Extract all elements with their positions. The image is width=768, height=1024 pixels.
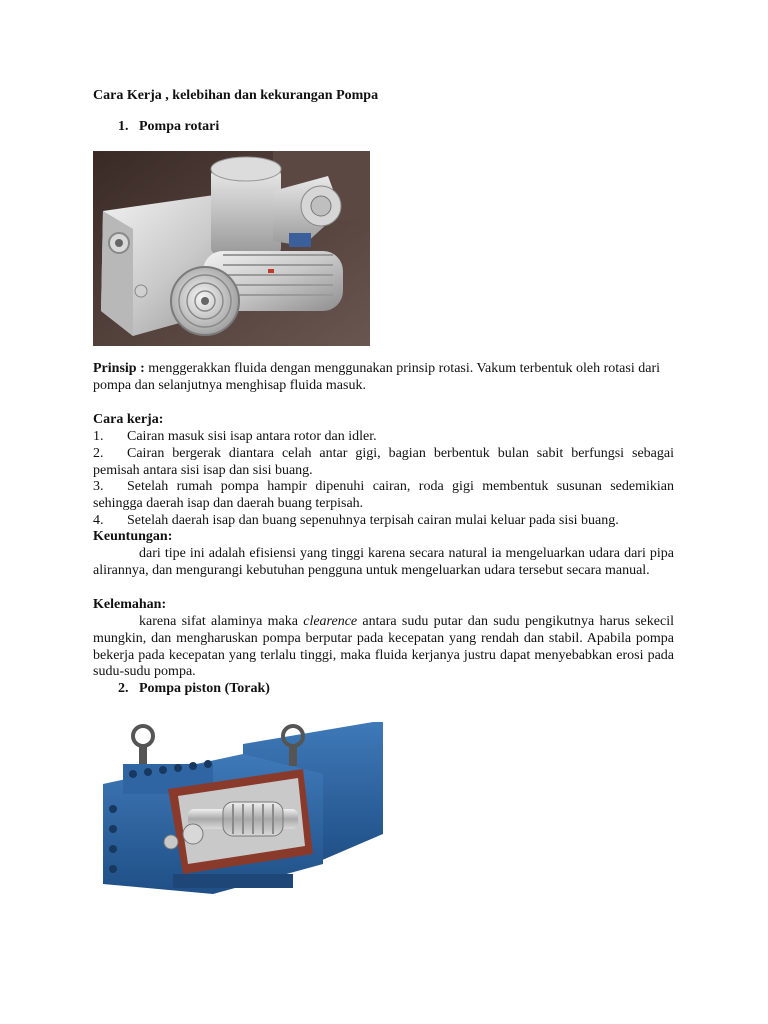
kelemahan-paragraph [93,614,674,681]
kelemahan-label: Kelemahan: [93,597,167,612]
kelemahan-text-end: antara sudu putar dan sudu pengikutnya harus sekecil mungkin, dan mengharuskan pompa berputar pada kecepatan yang rendah dan stabil. Apabila pompa bekerja pada kecepatan yang terlalu tinggi, maka fluida kerjanya justru dapat menyebabkan erosi pada sudu-sudu pompa. [93,614,674,680]
prinsip-paragraph [93,361,674,395]
cara-kerja-label: Cara kerja: [93,412,164,427]
step-text: Setelah rumah pompa hampir dipenuhi cairan, roda gigi membentuk susunan sedemikian sehingga daerah isap dan daerah buang terpisah. [93,479,674,511]
section-heading-piston [118,681,270,697]
step-item [93,479,674,513]
document-title: Cara Kerja , kelebihan dan kekurangan Pompa [93,88,379,103]
kelemahan-text-start: karena sifat alaminya maka [139,614,304,629]
section-heading-rotary [118,119,219,135]
section-number: 2. [118,681,129,696]
section-title: Pompa piston (Torak) [139,681,270,696]
step-number: 1. [93,429,104,444]
rotary-pump-photo [93,151,370,346]
section-number: 1. [118,119,129,134]
step-item [93,513,674,530]
prinsip-text: menggerakkan fluida dengan menggunakan prinsip rotasi. Vakum terbentuk oleh rotasi dari pompa dan selanjutnya menghisap fluida masuk. [93,361,660,393]
keuntungan-label: Keuntungan: [93,529,173,544]
piston-pump-image [93,714,383,904]
kelemahan-term: clearence [303,614,358,629]
step-item [93,429,674,446]
prinsip-label: Prinsip : [93,361,145,376]
step-number: 4. [93,513,104,528]
section-title: Pompa rotari [139,119,220,134]
step-number: 2. [93,446,104,461]
step-number: 3. [93,479,104,494]
keuntungan-text: dari tipe ini adalah efisiensi yang tinggi karena secara natural ia mengeluarkan udara dari pipa alirannya, dan mengurangi kebutuhan pengguna untuk mengeluarkan udara tersebut secara manual. [93,546,674,578]
step-item [93,446,674,480]
step-text: Setelah daerah isap dan buang sepenuhnya terpisah cairan mulai keluar pada sisi buang. [127,513,619,528]
step-text: Cairan masuk sisi isap antara rotor dan idler. [127,429,377,444]
step-text: Cairan bergerak diantara celah antar gigi, bagian berbentuk bulan sabit berfungsi sebagai pemisah antara sisi isap dan sisi buang. [93,446,674,478]
